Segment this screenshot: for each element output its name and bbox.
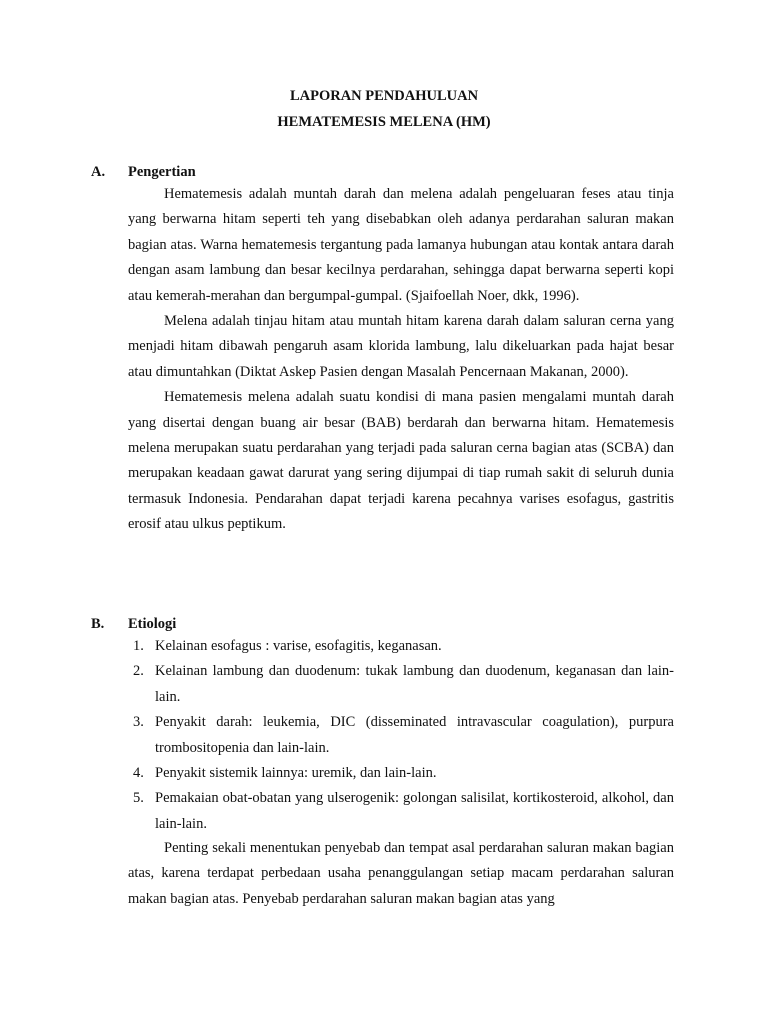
list-number: 5.: [133, 790, 144, 807]
list-text: Pemakaian obat-obatan yang ulserogenik: golongan salisilat, kortikosteroid, alkohol, dan lain-lain.: [155, 790, 674, 832]
list-item: [128, 659, 674, 710]
list-item: [128, 634, 674, 659]
list-number: 4.: [133, 765, 144, 782]
section-b-heading: [91, 615, 176, 633]
paragraph: Hematemesis adalah muntah darah dan melena adalah pengeluaran feses atau tinja yang berwarna hitam seperti teh yang disebabkan oleh adanya perdarahan saluran makan bagian atas. Warna hematemesis tergantung pada lamanya hubungan atau kontak antara darah dengan asam lambung dan besar kecilnya perdarahan, sehingga dapat berwarna seperti kopi atau kemerah-merahan dan bergumpal-gumpal. (Sjaifoellah Noer, dkk, 1996).: [128, 186, 674, 304]
document-title: LAPORAN PENDAHULUAN: [289, 88, 479, 104]
paragraph: Melena adalah tinjau hitam atau muntah hitam karena darah dalam saluran cerna yang menjadi hitam dibawah pengaruh asam klorida lambung, lalu dikeluarkan pada hajat besar atau dimuntahkan (Diktat Askep Pasien dengan Masalah Pencernaan Makanan, 2000).: [128, 313, 674, 380]
list-item: [128, 761, 674, 786]
list-text: Penyakit darah: leukemia, DIC (disseminated intravascular coagulation), purpura trombositopenia dan lain-lain.: [155, 714, 674, 756]
document-subtitle: HEMATEMESIS MELENA (HM): [277, 114, 491, 130]
section-a-title: Pengertian: [128, 164, 196, 180]
list-text: Kelainan lambung dan duodenum: tukak lambung dan duodenum, keganasan dan lain-lain.: [155, 663, 674, 705]
section-a-body: [128, 182, 674, 538]
section-b-title: Etiologi: [128, 616, 177, 632]
list-number: 3.: [133, 714, 144, 731]
list-number: 2.: [133, 663, 144, 680]
section-b-body: [128, 836, 674, 912]
paragraph: Hematemesis melena adalah suatu kondisi di mana pasien mengalami muntah darah yang disertai dengan buang air besar (BAB) berdarah dan berwarna hitam. Hematemesis melena merupakan suatu perdarahan yang terjadi pada saluran cerna bagian atas (SCBA) dan merupakan keadaan gawat darurat yang sering dijumpai di tiap rumah sakit di seluruh dunia termasuk Indonesia. Pendarahan dapat terjadi karena pecahnya varises esofagus, gastritis erosif atau ulkus peptikum.: [128, 389, 674, 533]
list-item: [128, 786, 674, 837]
paragraph: Penting sekali menentukan penyebab dan tempat asal perdarahan saluran makan bagian atas, karena terdapat perbedaan usaha penanggulangan setiap macam perdarahan saluran makan bagian atas. Penyebab perdarahan saluran makan bagian atas yang: [128, 840, 674, 907]
section-b-letter: B.: [91, 616, 105, 632]
list-text: Kelainan esofagus : varise, esofagitis, keganasan.: [155, 638, 442, 654]
list-item: [128, 710, 674, 761]
section-a-heading: [91, 163, 196, 181]
list-text: Penyakit sistemik lainnya: uremik, dan lain-lain.: [155, 765, 437, 782]
etiology-list: [128, 634, 674, 837]
list-number: 1.: [133, 638, 144, 654]
section-a-letter: A.: [91, 164, 106, 180]
